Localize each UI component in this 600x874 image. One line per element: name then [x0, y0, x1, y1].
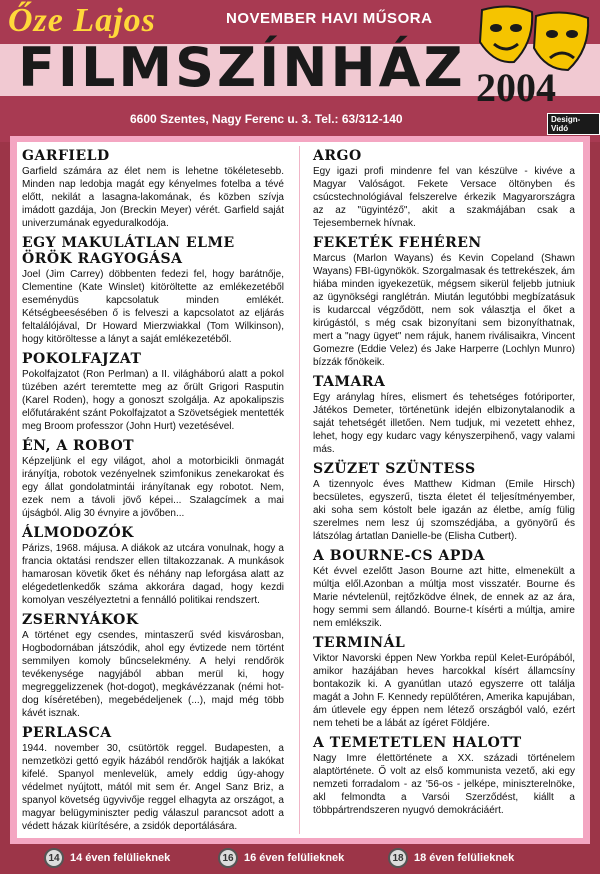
film-title: FEKETÉK FEHÉREN: [313, 235, 482, 251]
film-description: Képzeljünk el egy világot, ahol a motorbicikli önmagát irányítja, robotok vezényelnek szimfonikus zenekarokat és egy állat gondolatmintái irányítanak egy robotot. Nem, ezek nem a távoli jövő képei... Szalagcímek a mai újságból. Alig 30 évnyire a jövőben...: [22, 456, 284, 519]
age-rating-footer: [0, 846, 600, 874]
film-title: EGY MAKULÁTLAN ELME ÖRÖK RAGYOGÁSA: [22, 235, 235, 267]
film-description: Joel (Jim Carrey) döbbenten fedezi fel, hogy barátnője, Clementine (Kate Winslet) kitöröltette az emlékezetéből eseménydüs kapcsolatuk minden emlékét. Kétségbeesésében ő is felveszi a kapcsolatot az eljárás feltalálójával, Dr Howard Mierzwiakkal (Tom Wilkinson), hogy kitöröltesse a lányt a saját emlékezetéből.: [22, 269, 284, 345]
film-description: 1944. november 30, csütörtök reggel. Budapesten, a nemzetközi gettó egyik házából rendőrök hajtják a lakókat kifelé. Spanyol menlevelük, amely eddig úgy-ahogy védelmet nyújtott, mától mit sem ér. Angel Sanz Briz, a spanyol követség ügyvivője reggel elhagyta az országot, a magyar belügyminiszter pedig válaszul parancsot adott a védett házak kiürítésére, a zsidók deportálására.: [22, 743, 284, 832]
brand-name-small: Őze Lajos: [8, 2, 156, 39]
age-rating-label: 14 éven felülieknek: [70, 852, 171, 864]
film-entry: [313, 374, 575, 456]
film-title: GARFIELD: [22, 148, 110, 164]
film-title: ARGO: [313, 148, 362, 164]
age-rating-label: 18 éven felülieknek: [414, 852, 515, 864]
film-title: A BOURNE-CS APDA: [313, 548, 485, 564]
film-entry: [313, 148, 575, 230]
address-line: 6600 Szentes, Nagy Ferenc u. 3. Tel.: 63/312-140: [130, 112, 403, 126]
film-title: ÉN, A ROBOT: [22, 438, 135, 454]
film-title: A TEMETETLEN HALOTT: [313, 735, 522, 751]
age-badge-icon: 14: [44, 848, 64, 868]
film-description: A tizennyolc éves Matthew Kidman (Emile Hirsch) becsületes, egyszerű, tiszta életet él teljesítményember, aki soha sem kóstolt bele igazán az életbe, amíg fülig szerelmes nem lesz új szomszédjába, a gyönyörű és látszólag ártatlan Danielle-be (Elisha Cutbert).: [313, 479, 575, 542]
film-entry: [22, 148, 284, 230]
film-entry: [22, 438, 284, 520]
film-entry: [22, 351, 284, 433]
brand-name-big: FILMSZÍNHÁZ: [18, 36, 466, 99]
age-badge-icon: 18: [388, 848, 408, 868]
year: 2004: [476, 65, 556, 110]
film-description: Marcus (Marlon Wayans) és Kevin Copeland (Shawn Wayans) FBI-ügynökök. Szorgalmasak és tettrekészek, ám hiába minden igyekezetük, mégsem sikerül feljebb jutniuk az ügynökségi ranglétrán. Miután legutóbbi megbízatásuk is kudarccal végződött, nem sok választja el őket a kirúgástól, s még csak bizonyítani sem bizonyíthatnak, mert a "nagy ügyet" nem rájuk, hanem riválisaikra, Vincent Gomezre (Eddie Velez) és Jake Harperre (Lochlyn Munro) bízzák főnökeik.: [313, 253, 575, 368]
film-title: ZSERNYÁKOK: [22, 612, 139, 628]
film-description: Két évvel ezelőtt Jason Bourne azt hitte, elmenekült a múltja elől.Azonban a múltja most visszatér. Bourne és Marie névtelenül, rejtőzködve élnek, de ennek az az ára, hogy semmi sem állandó. Bourne-t kísérti a múltja, amire nem emlékszik.: [313, 566, 575, 629]
film-title: TAMARA: [313, 374, 386, 390]
age-rating-18: [388, 848, 514, 868]
film-title: SZÜZET SZÜNTESS: [313, 461, 476, 477]
film-description: Egy igazi profi mindenre fel van készülve - kivéve a Magyar Valóságot. Fekete Versace öltönyben és csúcstechnológiával felszerelve érkezik Magyarországra az az "ügyintéző", akit a szakmájában csak a Tejesembernek hívnak.: [313, 166, 575, 229]
film-entry: [313, 235, 575, 369]
right-column: [313, 148, 575, 822]
age-rating-16: [218, 848, 344, 868]
film-entry: [22, 235, 284, 346]
film-entry: [313, 635, 575, 730]
film-title: TERMINÁL: [313, 635, 406, 651]
film-entry: [313, 461, 575, 543]
film-description: Pokolfajzatot (Ron Perlman) a II. világháború alatt a pokol tüzében azért teremtette meg az őrült Grigori Rasputin (Karel Roden), hogy a gonoszt szolgálja. Az apokalipszis előfutáraként szánt Pokolfajzatot a Szövetségiek mentették meg Broom professzor (John Hurt) vezetésével.: [22, 369, 284, 432]
film-description: A történet egy csendes, mintaszerű svéd kisvárosban, Hogbodornában játszódik, ahol egy évtizede nem történt semmilyen komoly bűncselekmény. A helyi rendőrök tevékenysége nagyjából abban merül ki, hogy megreggelizzenek (hot-dogot), megkávézzanak (némi hot-dog kíséretében), megebédeljenek (...), majd még több kávét isznak.: [22, 630, 284, 719]
film-title: ÁLMODOZÓK: [22, 525, 134, 541]
header: [0, 0, 600, 142]
age-rating-label: 16 éven felülieknek: [244, 852, 345, 864]
film-entry: [22, 612, 284, 720]
design-credit: Design-Vidó: [547, 113, 600, 135]
month-program-title: NOVEMBER HAVI MŰSORA: [226, 10, 433, 27]
film-description: Garfield számára az élet nem is lehetne tökéletesebb. Minden nap ledobja magát egy kényelmes fotelba a tévé előtt, nekilát a lasagna-lakomának, és közben szívja imádott gazdája, Jon (Breckin Meyer) vérét. Garfield saját univerzumának egyeduralkodója.: [22, 166, 284, 229]
film-entry: [22, 725, 284, 833]
film-description: Egy aránylag híres, elismert és tehetséges fotóriporter, Játékos Demeter, történetünk idején elbizonytalanodik a saját tehetségét illetően. Nem tudjuk, mi vezetett ehhez, lehet, hogy egy kudarc vagy kényszerpihenő, vagy valami más.: [313, 392, 575, 455]
film-entry: [22, 525, 284, 607]
column-divider: [299, 146, 300, 834]
left-column: [22, 148, 284, 838]
film-description: Nagy Imre élettörténete a XX. századi történelem alaptörténete. Ő volt az első kommunista vezető, aki egy nemzeti forradalom - az '56-os - jelképe, miniszterelnöke, akl felmondta a Varsói Szerződést, kiállt a többpártrendszeren nyugvó demokráciáért.: [313, 753, 575, 816]
film-title: POKOLFAJZAT: [22, 351, 142, 367]
age-rating-14: [44, 848, 170, 868]
age-badge-icon: 16: [218, 848, 238, 868]
film-title: PERLASCA: [22, 725, 112, 741]
film-description: Párizs, 1968. májusa. A diákok az utcára vonulnak, hogy a francia oktatási rendszer ellen tiltakozzanak. A munkások hamarosan követik őket és néhány nap leforgása alatt az elégedetlenkedők száma akkorára dagad, hogy kezdi komolyan veszélyeztetni a fennálló politikai rendszert.: [22, 543, 284, 606]
film-description: Viktor Navorski éppen New Yorkba repül Kelet-Európából, amikor hazájában heves harcokkal kísért államcsíny bontakozik ki. A gyanútlan utazó egyszerre ott találja magát a John F. Kennedy repülőtéren, Amerika kapujában, ám útlevele egy éppen nem létező országból való, ezért nem teheti be a lábát az ígéret Földjére.: [313, 653, 575, 729]
film-entry: [313, 548, 575, 630]
film-entry: [313, 735, 575, 817]
